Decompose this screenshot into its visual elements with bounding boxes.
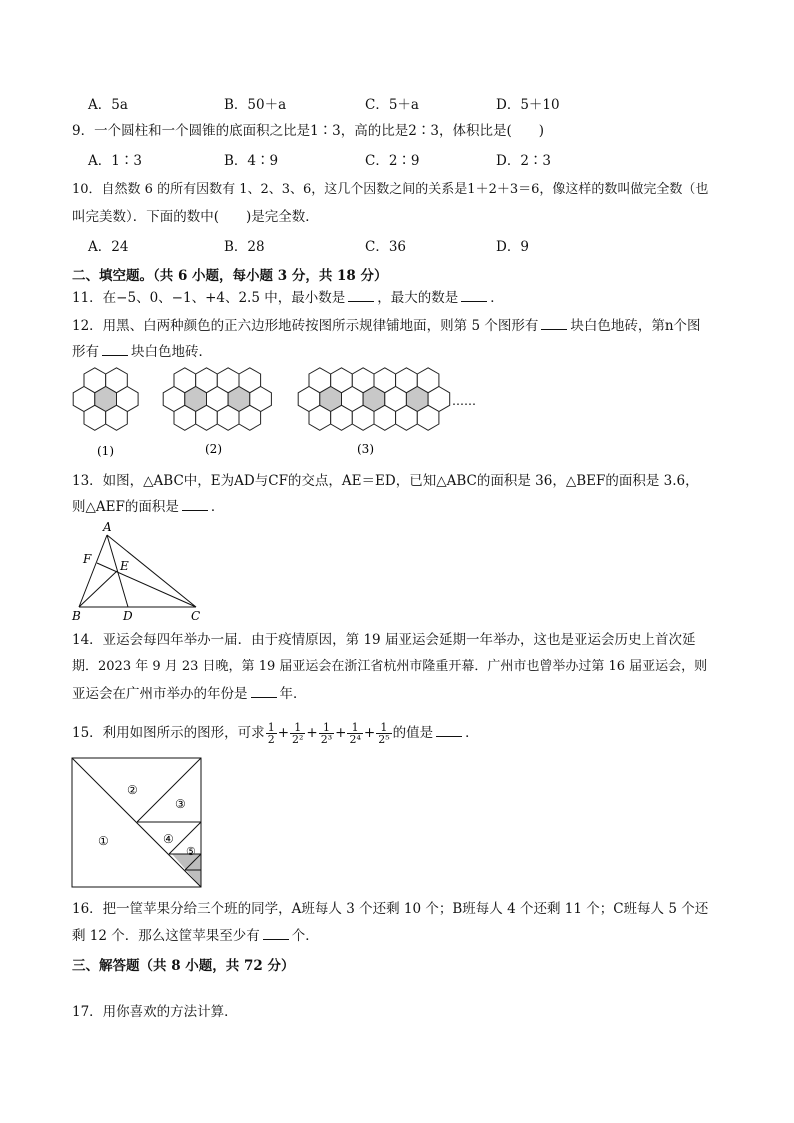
region-5-label: ⑤ [186, 845, 196, 858]
q14-question-line2: 期．2023 年 9 月 23 日晚，第 19 届亚运会在浙江省杭州市隆重开幕．广州市也曾举办过第 16 届亚运会，则 [72, 659, 708, 674]
q13-question-line2 [72, 498, 224, 516]
q13-question-line1: 13．如图，△ABC中，E为AD与CF的交点，AE＝ED，已知△ABC的面积是 36，△BEF的面积是 3.6， [72, 473, 699, 489]
region-4-label: ④ [163, 832, 174, 846]
q13-text-2: ． [210, 499, 225, 515]
cut-line-2 [137, 758, 201, 822]
fig-label-1: (1) [97, 444, 114, 458]
plus-sign: + [363, 725, 376, 741]
q9-question: 9．一个圆柱和一个圆锥的底面积之比是1∶3，高的比是2∶3，体积比是( ) [72, 123, 544, 139]
q11-text-2: ，最大的数是 [377, 290, 459, 306]
q10-question-line1: 10．自然数 6 的所有因数有 1、2、3、6，这几个因数之间的关系是1＋2＋3＝6，像这样的数叫做完全数（也 [72, 182, 709, 197]
fig-ellipsis: …… [452, 394, 476, 408]
q15-fraction-2: $\frac{1}{\text{2²}}$ [292, 721, 304, 746]
q12-text-2: 块白色地砖，第n个图 [570, 318, 701, 334]
q10-option-d: D．9 [496, 239, 529, 255]
q17-question: 17．用你喜欢的方法计算． [72, 1004, 238, 1020]
segment-fc [97, 563, 196, 607]
q15-fraction-3: $\frac{1}{\text{2³}}$ [320, 721, 333, 746]
q13-text-1: 则△AEF的面积是 [72, 499, 179, 515]
q9-option-b: B．4∶9 [224, 153, 279, 169]
q15-prefix: 15．利用如图所示的图形，可求 [72, 725, 265, 741]
q12-text-4: 块白色地砖． [131, 344, 212, 360]
q15-fraction-1: $\frac{1}{2}$ [267, 721, 275, 746]
q13-blank[interactable] [182, 498, 208, 511]
q11-text-1: 11．在−5、0、−1、+4、2.5 中，最小数是 [72, 290, 346, 306]
square-dissection-figure [71, 757, 205, 891]
q15-fraction-5: $\frac{1}{\text{2⁵}}$ [378, 721, 390, 746]
q12-text-3: 形有 [72, 344, 99, 360]
point-b: B [72, 609, 81, 623]
q15-suffix: 的值是 [392, 725, 434, 741]
q10-option-b: B．28 [224, 239, 265, 255]
q14-text-1: 亚运会在广州市举办的年份是 [72, 686, 248, 702]
q10-question-line2: 叫完美数）．下面的数中( )是完全数． [72, 209, 319, 225]
point-f: F [83, 552, 92, 566]
point-e: E [120, 559, 129, 573]
cut-line-4 [169, 822, 201, 854]
region-1-label: ① [98, 834, 109, 848]
q9-option-c: C．2∶9 [365, 153, 420, 169]
q16-question-line2 [72, 927, 319, 945]
segment-be [79, 571, 117, 607]
q15-question [72, 718, 479, 748]
region-3-label: ③ [175, 797, 186, 811]
q12-text-1: 12．用黑、白两种颜色的正六边形地砖按图所示规律铺地面，则第 5 个图形有 [72, 318, 539, 334]
point-a: A [103, 520, 112, 534]
plus-sign: + [306, 725, 318, 741]
plus-sign: + [335, 725, 347, 741]
section2-heading: 二、填空题。（共 6 小题，每小题 3 分，共 18 分） [72, 268, 388, 284]
q9-option-a: A．1∶3 [88, 153, 142, 169]
fig-label-2: (2) [205, 442, 222, 456]
q16-text-1: 剩 12 个．那么这筐苹果至少有 [72, 928, 260, 944]
q8-option-d: D．5＋10 [496, 97, 560, 113]
fig-label-3: (3) [357, 442, 374, 456]
plus-sign: + [277, 725, 289, 741]
q8-option-c: C．5＋a [365, 97, 419, 113]
q15-fraction-4: $\frac{1}{\text{2⁴}}$ [349, 721, 361, 746]
q15-end: ． [465, 725, 479, 741]
q14-blank[interactable] [251, 685, 277, 698]
q14-question-line3 [72, 685, 307, 703]
point-d: D [123, 609, 133, 623]
region-2-label: ② [127, 783, 138, 797]
section3-heading: 三、解答题（共 8 小题，共 72 分） [72, 958, 295, 974]
segment-ab [79, 535, 107, 607]
q14-text-2: 年． [279, 686, 307, 702]
q15-blank[interactable] [436, 724, 462, 737]
q8-option-a: A．5a [88, 97, 128, 113]
q8-option-b: B．50＋a [224, 97, 287, 113]
q16-text-2: 个． [291, 928, 319, 944]
q10-option-c: C．36 [365, 239, 407, 255]
q14-question-line1: 14．亚运会每四年举办一届．由于疫情原因，第 19 届亚运会延期一年举办，这也是亚运会历史上首次延 [72, 632, 696, 648]
q16-question-line1: 16．把一筐苹果分给三个班的同学，A班每人 3 个还剩 10 个；B班每人 4 个还剩 11 个；C班每人 5 个还 [72, 901, 709, 917]
q9-option-d: D．2∶3 [496, 153, 552, 169]
q10-option-a: A．24 [88, 239, 129, 255]
point-c: C [191, 609, 201, 623]
hexagon-tiles [73, 368, 450, 431]
q16-blank[interactable] [263, 927, 289, 940]
triangle-figure [60, 518, 220, 628]
q11-text-3: ． [490, 290, 504, 306]
